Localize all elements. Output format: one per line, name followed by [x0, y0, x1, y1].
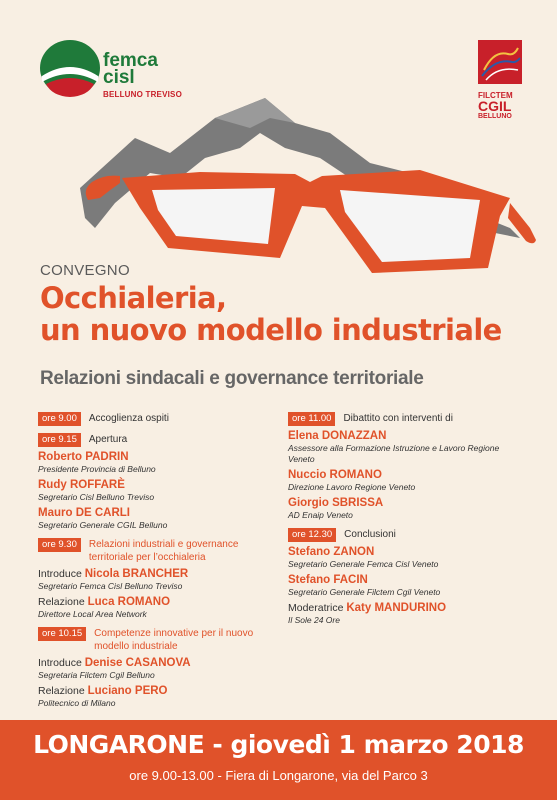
speaker-name: Nuccio ROMANO	[288, 469, 382, 481]
page-title	[40, 282, 502, 346]
speaker-affiliation: Direzione Lavoro Regione Veneto	[288, 482, 416, 492]
speaker	[288, 429, 528, 465]
time-badge: ore 9.00	[38, 412, 81, 426]
speaker-affiliation: Presidente Provincia di Belluno	[38, 464, 156, 474]
speaker-name-line	[38, 595, 278, 609]
speaker-affiliation: Direttore Local Area Network	[38, 609, 147, 619]
program-slot	[38, 412, 278, 426]
program-left-column	[38, 412, 278, 716]
speaker	[288, 468, 528, 493]
speaker-affiliation: Il Sole 24 Ore	[288, 615, 340, 625]
femca-wordmark: femca cisl	[103, 50, 158, 88]
time-badge: ore 9.15	[38, 433, 81, 447]
speaker	[38, 478, 278, 503]
speaker-name: Luciano PERO	[87, 685, 168, 697]
belluno-label: BELLUNO	[478, 113, 512, 120]
time-badge: ore 10.15	[38, 627, 86, 641]
speaker	[288, 496, 528, 521]
slot-label: Conclusioni	[344, 529, 396, 540]
speaker-name-line	[38, 450, 278, 464]
footer-location-date: LONGARONE - giovedì 1 marzo 2018	[33, 730, 524, 759]
program-slot	[38, 433, 278, 447]
speaker-name-line	[288, 601, 528, 615]
speaker-role-prefix: Introduce	[38, 568, 85, 580]
speaker-affiliation: Segretaria Filctem Cgil Belluno	[38, 670, 155, 680]
speaker	[38, 684, 278, 709]
program-slot	[38, 627, 278, 653]
cgil-label: CGIL	[478, 98, 512, 114]
title-line-2: un nuovo modello industriale	[40, 313, 502, 347]
speaker-name: Luca ROMANO	[87, 596, 171, 608]
footer-time-venue: ore 9.00-13.00 - Fiera di Longarone, via del Parco 3	[129, 768, 428, 783]
speaker-name: Stefano ZANON	[288, 546, 375, 558]
slot-label: Relazioni industriali e governance territoriale per l’occhialeria	[88, 539, 239, 563]
speaker-name-line	[38, 506, 278, 520]
program-right-column	[288, 412, 528, 633]
speaker-name-line	[288, 573, 528, 587]
speaker	[38, 656, 278, 681]
speaker-name-line	[288, 468, 528, 482]
speaker-affiliation: Segretario Femca Cisl Belluno Treviso	[38, 581, 183, 591]
speaker-name-line	[38, 567, 278, 581]
mountain-glasses-illustration-icon	[40, 78, 540, 278]
title-line-1: Occhialeria,	[40, 281, 227, 315]
speaker-name-line	[288, 496, 528, 510]
speaker-name-line	[38, 656, 278, 670]
program-slot	[38, 538, 278, 564]
speaker	[38, 450, 278, 475]
speaker-name: Roberto PADRIN	[38, 451, 129, 463]
speaker-role-prefix: Relazione	[38, 685, 88, 697]
speaker-name: Stefano FACIN	[288, 574, 368, 586]
speaker-affiliation: AD Enaip Veneto	[288, 510, 353, 520]
speaker-affiliation: Assessore alla Formazione Istruzione e Lavoro Regione Veneto	[288, 443, 500, 464]
speaker-role-prefix: Relazione	[38, 596, 88, 608]
speaker	[38, 567, 278, 592]
speaker-name-line	[288, 545, 528, 559]
slot-label: Accoglienza ospiti	[88, 413, 169, 424]
speaker-name: Mauro DE CARLI	[38, 507, 130, 519]
speaker-name: Giorgio SBRISSA	[288, 497, 384, 509]
speaker	[38, 595, 278, 620]
speaker-role-prefix: Introduce	[38, 657, 85, 669]
time-badge: ore 9.30	[38, 538, 81, 552]
speaker-name-line	[38, 684, 278, 698]
speaker-name-line	[38, 478, 278, 492]
speaker-name: Denise CASANOVA	[84, 657, 191, 669]
speaker	[288, 545, 528, 570]
speaker-name: Rudy ROFFARÈ	[38, 479, 125, 491]
speaker-role-prefix: Moderatrice	[288, 602, 347, 614]
speaker	[288, 601, 528, 626]
speaker-name: Elena DONAZZAN	[288, 430, 387, 442]
program-slot	[288, 412, 528, 426]
filctem-label: FILCTEM	[478, 91, 513, 100]
event-type: CONVEGNO	[40, 262, 130, 279]
time-badge: ore 12.30	[288, 528, 336, 542]
program-slot	[288, 528, 528, 542]
slot-label: Apertura	[88, 434, 128, 445]
speaker-name-line	[288, 429, 528, 443]
speaker-affiliation: Segretario Generale Femca Cisl Veneto	[288, 559, 439, 569]
time-badge: ore 11.00	[288, 412, 335, 426]
speaker	[288, 573, 528, 598]
speaker-name: Katy MANDURINO	[346, 602, 447, 614]
femca-subtitle: BELLUNO TREVISO	[103, 90, 183, 99]
page-subtitle: Relazioni sindacali e governance territoriale	[40, 368, 424, 389]
speaker-name: Nicola BRANCHER	[84, 568, 189, 580]
slot-label: Competenze innovative per il nuovo modello industriale	[94, 628, 254, 652]
slot-label: Dibattito con interventi di	[343, 413, 453, 424]
speaker-affiliation: Segretario Generale Filctem Cgil Veneto	[288, 587, 441, 597]
speaker-affiliation: Segretario Cisl Belluno Treviso	[38, 492, 155, 502]
speaker-affiliation: Politecnico di Milano	[38, 698, 116, 708]
speaker	[38, 506, 278, 531]
speaker-affiliation: Segretario Generale CGIL Belluno	[38, 520, 168, 530]
